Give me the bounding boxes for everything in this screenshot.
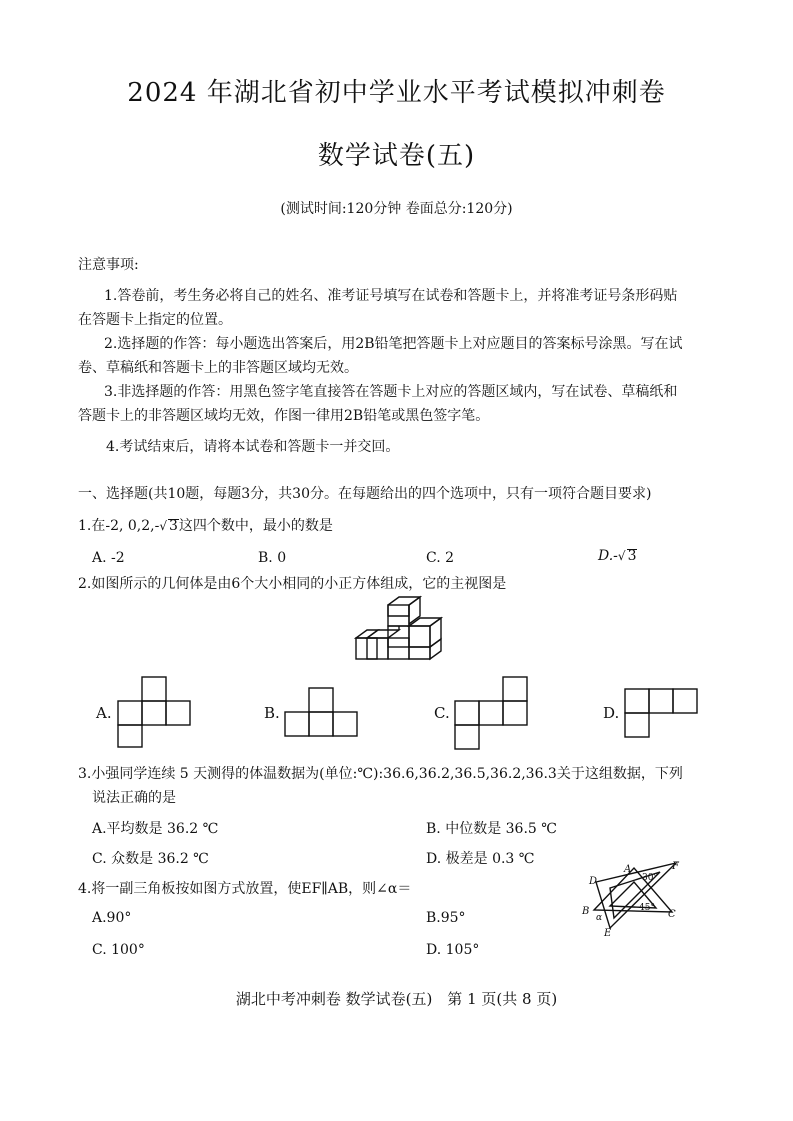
q2-option-c-figure [455,676,529,750]
notice-line: 卷、草稿纸和答题卡上的非答题区域均无效。 [78,360,358,376]
q4-option-b: B.95° [426,910,466,926]
question-2-stem: 2.如图所示的几何体是由6个大小相同的小正方体组成，它的主视图是 [78,576,507,592]
exam-subtitle: 数学试卷(五) [317,141,476,171]
question-3-stem: 3.小强同学连续 5 天测得的体温数据为(单位:℃):36.6,36.2,36.5,36.2,36.3关于这组数据，下列 [78,766,683,782]
q1-option-c: C. 2 [426,550,455,566]
q4-option-a: A.90° [92,910,132,926]
q2-option-a-figure [118,676,192,748]
question-1-stem: 1.在-2, 0,2,-√ 3这四个数中，最小的数是 [78,518,333,534]
fig-label-F: F [672,861,679,872]
notice-line: 答题卡上的非答题区域均无效，作图一律用2B铅笔或黑色签字笔。 [78,408,490,424]
q2-option-d-figure [625,688,699,740]
fig-label-E: E [604,928,612,939]
triangle-set-figure [580,860,690,938]
q1-stem-post: 这四个数中，最小的数是 [178,518,333,534]
fig-label-A: A [624,864,632,875]
q3-option-d: D. 极差是 0.3 ℃ [426,851,535,867]
q3-option-b: B. 中位数是 36.5 ℃ [426,821,557,837]
q2-option-c-label: C. [434,704,450,722]
notice-line: 3.非选择题的作答：用黑色签字笔直接答在答题卡上对应的答题区域内，写在试卷、草稿纸和 [104,384,678,400]
q1-stem-root: 3 [169,518,178,534]
q2-option-b-figure [285,687,359,739]
notice-heading: 注意事项: [78,257,139,273]
q2-option-b-label: B. [264,704,280,722]
fig-label-45: 45° [639,903,655,913]
cube-solid-figure [356,596,451,666]
notice-line: 1.答卷前，考生务必将自己的姓名、准考证号填写在试卷和答题卡上，并将准考证号条形码贴 [104,288,678,304]
q3-option-a: A.平均数是 36.2 ℃ [92,821,219,837]
fig-label-alpha: α [596,913,603,923]
fig-label-B: B [582,906,590,917]
section-heading: 一、选择题(共10题，每题3分，共30分。在每题给出的四个选项中，只有一项符合题目要求) [78,486,652,502]
fig-label-C: C [668,909,676,920]
q1-option-a: A. -2 [92,550,125,566]
q2-option-d-label: D. [603,704,620,722]
q1-option-b: B. 0 [258,550,287,566]
question-4-stem: 4.将一副三角板按如图方式放置，使EF∥AB，则∠α＝ [78,881,412,897]
q4-option-c: C. 100° [92,942,145,958]
q1-option-d: D.-√ 3 [598,548,637,564]
q3-option-c: C. 众数是 36.2 ℃ [92,851,209,867]
q1-stem-pre: 1.在-2, 0,2,- [78,518,160,534]
notice-line: 2.选择题的作答：每小题选出答案后，用2B铅笔把答题卡上对应题目的答案标号涂黑。写在试 [104,336,683,352]
notice-line: 在答题卡上指定的位置。 [78,312,232,328]
notice-line: 4.考试结束后，请将本试卷和答题卡一并交回。 [106,439,400,455]
q2-option-a-label: A. [96,704,112,722]
page-footer: 湖北中考冲刺卷 数学试卷(五) 第 1 页(共 8 页) [235,990,558,1008]
fig-label-D: D [589,876,598,887]
exam-title: 2024 年湖北省初中学业水平考试模拟冲刺卷 [127,78,666,108]
fig-label-30: 30° [642,873,658,883]
question-3-stem-cont: 说法正确的是 [92,790,176,806]
exam-info: (测试时间:120分钟 卷面总分:120分) [280,201,513,217]
q4-option-d: D. 105° [426,942,480,958]
